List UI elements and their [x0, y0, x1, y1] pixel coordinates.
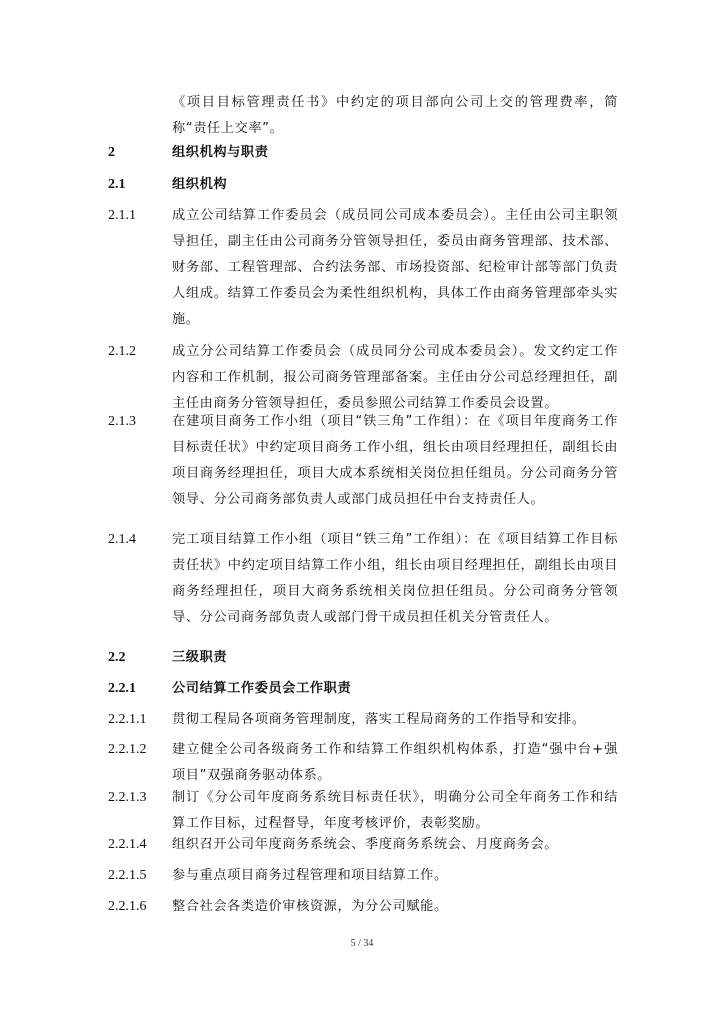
clause-number: 2.2.1.6	[108, 899, 147, 914]
clause-number: 2.1.2	[108, 344, 136, 359]
page-number: 5 / 34	[350, 938, 374, 949]
section-title: 公司结算工作委员会工作职责	[172, 681, 352, 696]
intro-text: 《项目目标管理责任书》中约定的项目部向公司上交的管理费率，简称“责任上交率”。	[172, 95, 618, 136]
clause-text: 成立分公司结算工作委员会（成员同分公司成本委员会）。发文约定工作内容和工作机制，报公司商务管理部备案。主任由分公司总经理担任，副主任由商务分管领导担任，委员参照公司结算工作委员会设置。	[172, 344, 618, 411]
clause-number: 2.1.4	[108, 532, 136, 547]
clause-number: 2.1.3	[108, 414, 136, 429]
clause-number: 2.2.1.2	[108, 742, 147, 757]
section-title: 组织机构与职责	[172, 145, 269, 160]
clause-text: 参与重点项目商务过程管理和项目结算工作。	[172, 868, 448, 883]
section-number: 2.2.1	[108, 681, 136, 696]
clause-number: 2.1.1	[108, 208, 136, 223]
clause-text: 在建项目商务工作小组（项目“铁三角”工作组）：在《项目年度商务工作目标责任状》中约定项目商务工作小组，组长由项目经理担任，副组长由项目商务经理担任，项目大成本系统相关岗位担任组员。分公司商务分管领导、分公司商务部负责人或部门成员担任中台支持责任人。	[172, 414, 618, 507]
clause-number: 2.2.1.4	[108, 837, 147, 852]
clause-text: 贯彻工程局各项商务管理制度，落实工程局商务的工作指导和安排。	[172, 712, 586, 727]
clause-number: 2.2.1.3	[108, 790, 147, 805]
clause-text: 组织召开公司年度商务系统会、季度商务系统会、月度商务会。	[172, 837, 559, 852]
clause-number: 2.2.1.1	[108, 712, 147, 727]
clause-text: 完工项目结算工作小组（项目“铁三角”工作组）：在《项目结算工作目标责任状》中约定项目结算工作小组，组长由项目经理担任，副组长由项目商务经理担任，项目大商务系统相关岗位担任组员。分公司商务分管领导、分公司商务部负责人或部门骨干成员担任机关分管责任人。	[172, 532, 618, 625]
section-title: 组织机构	[172, 177, 228, 192]
section-number: 2	[108, 145, 115, 160]
clause-number: 2.2.1.5	[108, 868, 147, 883]
section-title: 三级职责	[172, 650, 228, 665]
clause-text: 成立公司结算工作委员会（成员同公司成本委员会）。主任由公司主职领导担任，副主任由公司商务分管领导担任，委员由商务管理部、技术部、财务部、工程管理部、合约法务部、市场投资部、纪检审计部等部门负责人组成。结算工作委员会为柔性组织机构，具体工作由商务管理部牵头实施。	[172, 208, 618, 327]
clause-text: 制订《分公司年度商务系统目标责任状》，明确分公司全年商务工作和结算工作目标，过程督导，年度考核评价，表彰奖励。	[172, 790, 618, 831]
section-number: 2.1	[108, 177, 126, 192]
section-number: 2.2	[108, 650, 126, 665]
clause-text: 建立健全公司各级商务工作和结算工作组织机构体系，打造“强中台+强项目”双强商务驱动体系。	[172, 742, 618, 783]
clause-text: 整合社会各类造价审核资源，为分公司赋能。	[172, 899, 448, 914]
